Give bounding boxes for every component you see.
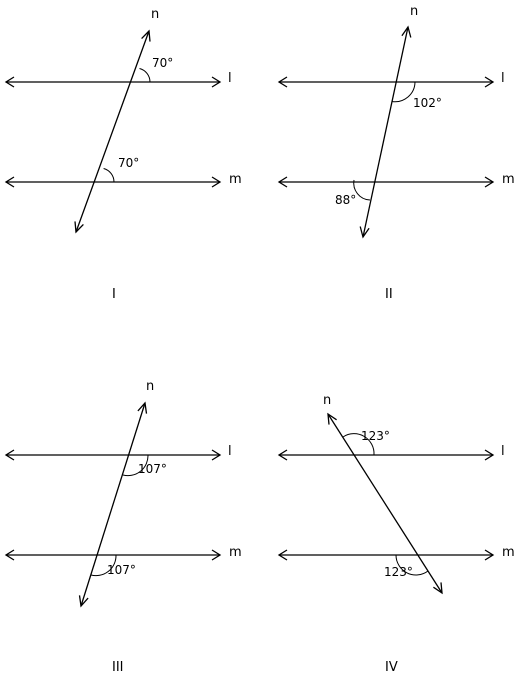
transversal-n [75,31,150,232]
label-m: m [229,172,242,187]
angle-label-top: 123° [361,429,390,443]
angle-label-top: 102° [413,96,442,110]
label-n: n [323,393,332,408]
angle-label-top: 107° [138,462,167,476]
figure-3 [6,379,242,675]
line-l [279,450,493,460]
figure-caption: I [112,287,116,302]
angle-arc-bottom [104,169,114,183]
label-n: n [151,7,160,22]
label-l: l [228,444,232,459]
figure-1 [6,7,242,302]
label-l: l [501,444,505,459]
label-m: m [502,172,515,187]
label-l: l [228,71,232,86]
angle-label-bottom: 70° [118,156,140,170]
figure-4 [279,393,515,675]
figure-caption: II [385,287,393,302]
label-l: l [501,71,505,86]
transversal-n [360,27,411,237]
figure-2 [279,4,515,302]
angle-arc-top [140,69,151,83]
label-m: m [502,545,515,560]
angle-label-top: 70° [152,56,174,70]
angle-label-bottom: 88° [335,193,357,207]
angle-label-bottom: 123° [384,565,413,579]
line-m [6,550,220,560]
line-m [279,177,493,187]
line-l [6,77,220,87]
figure-caption: III [112,660,124,675]
line-l [6,450,220,460]
label-n: n [146,379,155,394]
figure-caption: IV [385,660,398,675]
line-m [6,177,220,187]
line-l [279,77,493,87]
label-n: n [410,4,419,19]
label-m: m [229,545,242,560]
line-m [279,550,493,560]
angle-label-bottom: 107° [107,563,136,577]
